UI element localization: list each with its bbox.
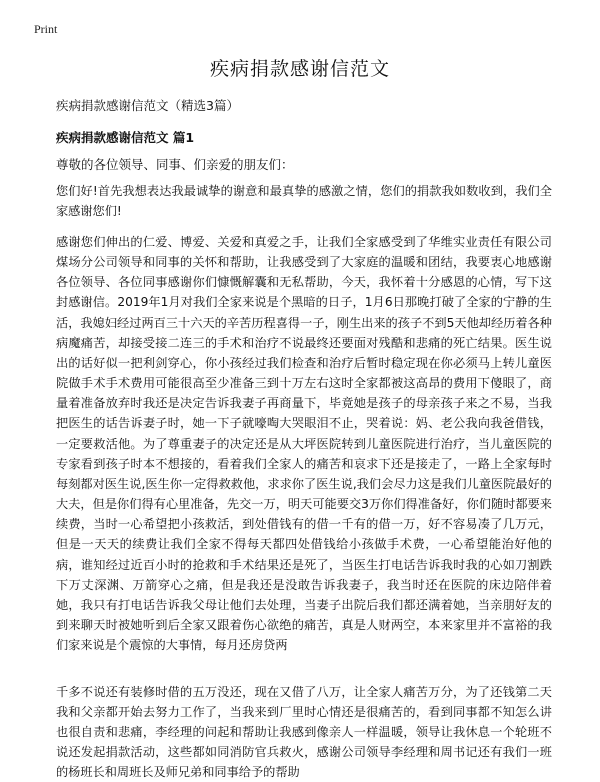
paragraph-2: 感谢您们伸出的仁爱、博爱、关爱和真爱之手，让我们全家感受到了华维实业责任有限公司煤场分公司领导和同事的关怀和帮助，让我感受到了大家庭的温暖和团结，我要衷心地感谢各位领导、各位同事感谢你们慷慨解囊和无私帮助，今天，我怀着十分感恩的心情，写下这封感谢信。2019年1月对我们全家来说是个黑暗的日子，1月6日那晚打破了全家的宁静的生活，我媳妇经过两百三十六天的辛苦历程喜得一子，刚生出来的孩子不到5天他却经历着各种病魔痛苦，却接受接二连三的手术和治疗不说最终还要面对残酷和悲痛的死亡结果。医生说出的话好似一把利剑穿心，你小孩经过我们检查和治疗后暂时稳定现在你必须马上转儿童医院做手术手术费用可能很高至少准备三到十万左右这时全家都被这高昂的费用下傻眼了，商量着准备放弃时我还是决定告诉我妻子再商量下，毕竟她是孩子的母亲孩子来之不易，当我把医生的话告诉妻子时，她一下子就嚎啕大哭眼泪不止，哭着说：妈、老公我向我爸借钱，一定要救活他。为了尊重妻子的决定还是从大坪医院转到儿童医院进行治疗，当儿童医院的专家看到孩子时本不想接的，看着我们全家人的痛苦和哀求下还是接走了，一路上全家每时每刻都对医生说,医生你一定得救救他，求求你了医生说,我们会尽力这是我们儿童医院最好的大夫，但是你们得有心里准备，先交一万，明天可能要交3万你们得准备好，你们随时都要来续费，当时一心希望把小孩救活，到处借钱有的借一千有的借一万，好不容易凑了几万元，但是一天天的续费让我们全家不得每天都四处借钱给小孩做手术费，一心希望能治好他的病，谁知经过近百小时的抢救和手术结果还是死了，当医生打电话告诉我时我的心如刀割跌下万丈深渊、万箭穿心之痛，但是我还是没敢告诉我妻子，我当时还在医院的床边陪伴着她，我只有打电话告诉我父母让他们去处理，当妻子出院后我们都还满着她，当亲朋好友的到来聊天时被她听到后全家又跟着伤心欲绝的痛苦，真是人财两空，本来家里并不富裕的我们家来说是个震惊的大事情，每月还房贷两 [56,235,552,653]
section-heading: 疾病捐款感谢信范文 篇1 [56,130,195,145]
doc-subtitle: 疾病捐款感谢信范文（精选3篇） [56,98,239,113]
paragraph-1: 您们好!首先我想表达我最诚挚的谢意和最真挚的感激之情，您们的捐款我如数收到，我们全家感谢您们! [56,184,552,218]
salutation: 尊敬的各位领导、同事、们亲爱的朋友们： [56,157,294,172]
page-title: 疾病捐款感谢信范文 [209,58,390,80]
paragraph-3: 千多不说还有装修时借的五万没还，现在又借了八万，让全家人痛苦万分，为了还钱第二天我和父亲都开始去努力工作了，当我来到厂里时心情还是很痛苦的，看到同事都不知怎么讲也很自责和悲痛，李经理的问起和帮助让我感到像亲人一样温暖，领导让我休息一个轮班不说还发起捐款活动，这些都如同消防官兵救火，感谢公司领导李经理和周书记还有我们一班的杨班长和周班长及师兄弟和同事给予的帮助 [56,685,552,779]
print-link[interactable]: Print [34,22,58,36]
